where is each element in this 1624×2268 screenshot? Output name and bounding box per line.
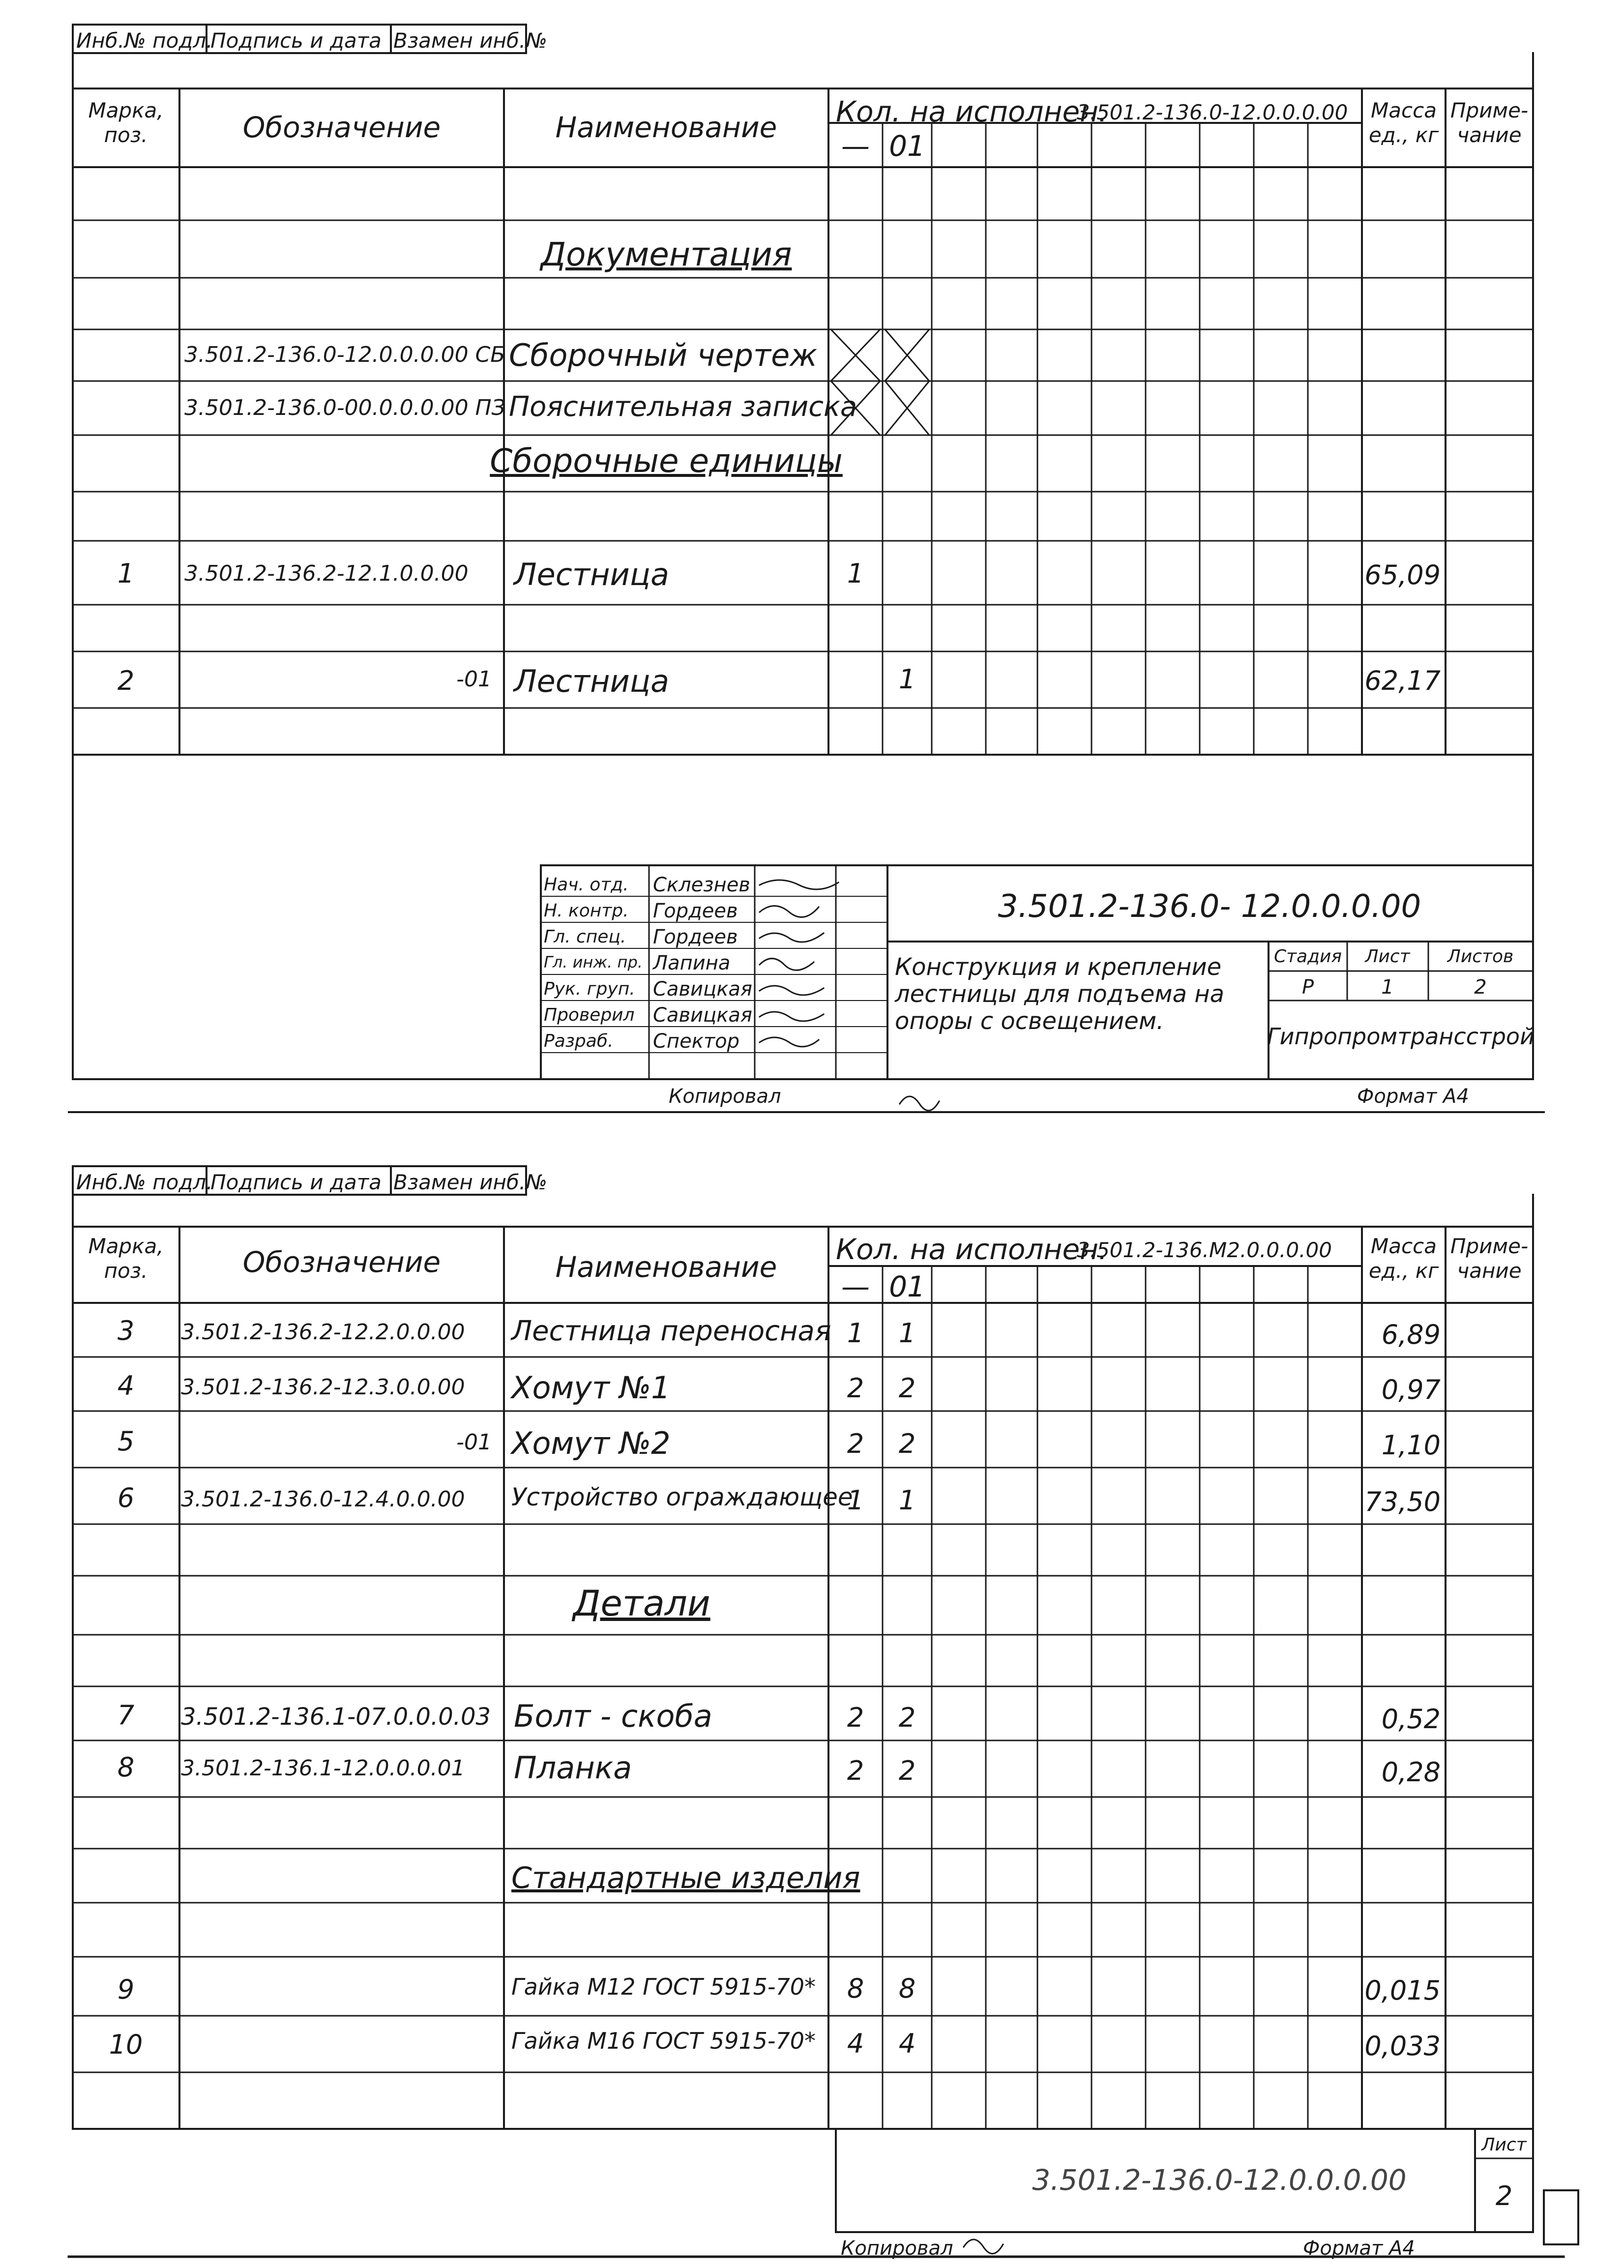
- col-variant-01: 01: [889, 129, 925, 163]
- stamp-role-7: Разраб.: [544, 1031, 614, 1051]
- row-8-mark: 8: [117, 1752, 135, 1783]
- row-9-mark: 9: [117, 1974, 135, 2005]
- row-2-mass: 62,17: [1364, 665, 1441, 696]
- stamp-stage: Р: [1301, 976, 1314, 999]
- row-1-mark: 1: [117, 558, 135, 589]
- stamp-role-4: Гл. инж. пр.: [544, 953, 643, 972]
- stamp-name-6: Савицкая: [653, 1004, 752, 1027]
- replace-label-2: Взамен инб.№: [393, 1170, 547, 1194]
- row-5-mark: 5: [117, 1426, 135, 1457]
- footer-doc-code: 3.501.2-136.0-12.0.0.0.00: [1032, 2163, 1407, 2197]
- sign-date-label-2: Подпись и дата: [210, 1170, 382, 1194]
- row-2-qty-01: 1: [898, 664, 916, 695]
- section-assemblies: Сборочные единицы: [490, 442, 843, 480]
- row-7-mark: 7: [117, 1700, 135, 1731]
- col-designation-header-2: Обозначение: [242, 1245, 441, 1279]
- inv-label-2: Инб.№ подл.: [76, 1170, 213, 1194]
- stamp-role-3: Гл. спец.: [544, 927, 626, 947]
- section-standard: Стандартные изделия: [511, 1861, 860, 1895]
- row-1-name: Лестница: [514, 557, 669, 592]
- replace-label-1: Взамен инб.№: [393, 29, 547, 53]
- stamp-sheet: 1: [1381, 976, 1394, 999]
- sheet2-copied: Копировал: [841, 2237, 953, 2260]
- inv-label-1: Инб.№ подл.: [76, 29, 213, 53]
- col-qty-assembly-code-2: 3.501.2-136.М2.0.0.0.00: [1077, 1238, 1332, 1262]
- row-9-name: Гайка М12 ГОСТ 5915-70*: [511, 1973, 816, 2000]
- doc-row-1-designation: 3.501.2-136.0-12.0.0.0.00 СБ: [184, 342, 505, 367]
- sheet1-format: Формат А4: [1357, 1085, 1469, 1108]
- stamp-name-4: Лапина: [653, 952, 731, 974]
- row-5-q1: 2: [847, 1428, 864, 1459]
- stamp-name-1: Склезнев: [653, 874, 750, 896]
- row-4-designation: 3.501.2-136.2-12.3.0.0.00: [181, 1375, 465, 1400]
- sheet2-format: Формат А4: [1303, 2237, 1415, 2260]
- stamp-role-1: Нач. отд.: [544, 875, 629, 895]
- stamp-name-5: Савицкая: [653, 978, 752, 1001]
- footer-sheet-label: Лист: [1481, 2135, 1527, 2155]
- col-mass-header: Масса ед., кг: [1368, 98, 1439, 147]
- doc-row-1-name: Сборочный чертеж: [509, 337, 818, 373]
- col-qty-header-2: Кол. на исполнен.: [836, 1233, 1108, 1266]
- col-note-header-2: Приме- чание: [1450, 1234, 1529, 1283]
- row-3-q2: 1: [898, 1318, 916, 1349]
- col-note-header: Приме- чание: [1450, 98, 1529, 147]
- row-3-designation: 3.501.2-136.2-12.2.0.0.00: [181, 1320, 465, 1345]
- row-7-mass: 0,52: [1381, 1704, 1441, 1735]
- stamp-sheet-label: Лист: [1365, 946, 1410, 967]
- row-6-mark: 6: [117, 1482, 135, 1513]
- row-2-designation: -01: [456, 667, 492, 692]
- row-6-q2: 1: [898, 1485, 916, 1516]
- row-3-mass: 6,89: [1381, 1319, 1441, 1350]
- row-1-qty-dash: 1: [847, 558, 864, 589]
- row-2-name: Лестница: [514, 663, 669, 699]
- row-6-q1: 1: [847, 1485, 864, 1516]
- row-8-name: Планка: [514, 1750, 632, 1786]
- stamp-role-2: Н. контр.: [544, 901, 629, 921]
- stamp-role-5: Рук. груп.: [544, 979, 635, 999]
- section-details: Детали: [573, 1583, 710, 1624]
- row-5-mass: 1,10: [1381, 1430, 1441, 1461]
- col-variant-dash: —: [841, 129, 870, 163]
- row-7-designation: 3.501.2-136.1-07.0.0.0.03: [181, 1703, 491, 1731]
- stamp-sheets: 2: [1474, 976, 1487, 999]
- col-mark-header: Марка, поз.: [88, 98, 164, 147]
- row-8-mass: 0,28: [1381, 1757, 1441, 1788]
- col-name-header: Наименование: [555, 111, 777, 144]
- row-10-q1: 4: [847, 2028, 864, 2059]
- col-mass-header-2: Масса ед., кг: [1368, 1234, 1439, 1283]
- row-10-q2: 4: [898, 2028, 916, 2059]
- row-7-name: Болт - скоба: [514, 1698, 712, 1734]
- row-4-q2: 2: [898, 1373, 916, 1404]
- stamp-name-2: Гордеев: [653, 900, 738, 922]
- row-4-mass: 0,97: [1381, 1374, 1441, 1405]
- row-8-q1: 2: [847, 1755, 864, 1786]
- col-designation-header: Обозначение: [242, 111, 441, 144]
- row-1-designation: 3.501.2-136.2-12.1.0.0.00: [184, 561, 469, 586]
- row-4-q1: 2: [847, 1373, 864, 1404]
- row-9-mass: 0,015: [1364, 1975, 1441, 2006]
- row-4-mark: 4: [117, 1370, 135, 1401]
- row-8-q2: 2: [898, 1755, 916, 1786]
- col-qty-header: Кол. на исполнен.: [836, 95, 1108, 128]
- row-1-mass: 65,09: [1364, 560, 1441, 590]
- row-7-q1: 2: [847, 1702, 864, 1733]
- row-3-name: Лестница переносная: [511, 1315, 831, 1347]
- row-2-mark: 2: [117, 665, 135, 696]
- sheet1-copied: Копировал: [669, 1085, 781, 1108]
- col-qty-assembly-code: 3.501.2-136.0-12.0.0.0.00: [1077, 100, 1348, 124]
- stamp-sheets-label: Листов: [1447, 946, 1514, 967]
- row-5-designation: -01: [456, 1430, 492, 1455]
- stamp-title: Конструкция и крепление лестницы для подъема на опоры с освещением.: [895, 953, 1225, 1035]
- footer-sheet-no: 2: [1495, 2180, 1513, 2211]
- row-10-name: Гайка М16 ГОСТ 5915-70*: [511, 2028, 816, 2054]
- row-7-q2: 2: [898, 1702, 916, 1733]
- section-documentation: Документация: [540, 236, 792, 273]
- row-5-name: Хомут №2: [511, 1425, 671, 1461]
- stamp-doc-code: 3.501.2-136.0- 12.0.0.0.00: [998, 888, 1421, 925]
- col-variant-01-2: 01: [889, 1270, 925, 1303]
- row-10-mass: 0,033: [1364, 2031, 1441, 2062]
- col-name-header-2: Наименование: [555, 1250, 777, 1284]
- stamp-name-3: Гордеев: [653, 926, 738, 948]
- row-10-mark: 10: [109, 2029, 143, 2060]
- row-6-designation: 3.501.2-136.0-12.4.0.0.00: [181, 1487, 465, 1512]
- row-3-mark: 3: [117, 1315, 135, 1346]
- col-mark-header-2: Марка, поз.: [88, 1234, 164, 1283]
- row-6-mass: 73,50: [1364, 1486, 1441, 1517]
- row-9-q2: 8: [898, 1973, 916, 2004]
- stamp-role-6: Проверил: [544, 1005, 635, 1025]
- doc-row-2-name: Пояснительная записка: [509, 391, 857, 423]
- stamp-stage-label: Стадия: [1273, 946, 1342, 967]
- col-variant-dash-2: —: [841, 1270, 870, 1303]
- row-5-q2: 2: [898, 1428, 916, 1459]
- row-9-q1: 8: [847, 1973, 864, 2004]
- row-8-designation: 3.501.2-136.1-12.0.0.0.01: [181, 1756, 465, 1781]
- row-4-name: Хомут №1: [511, 1370, 671, 1406]
- stamp-org: Гипропромтрансстрой: [1267, 1023, 1535, 1050]
- stamp-name-7: Спектор: [653, 1030, 740, 1053]
- row-6-name: Устройство ограждающее: [511, 1483, 853, 1511]
- row-3-q1: 1: [847, 1318, 864, 1349]
- sign-date-label-1: Подпись и дата: [210, 29, 382, 53]
- doc-row-2-designation: 3.501.2-136.0-00.0.0.0.00 ПЗ: [184, 395, 505, 420]
